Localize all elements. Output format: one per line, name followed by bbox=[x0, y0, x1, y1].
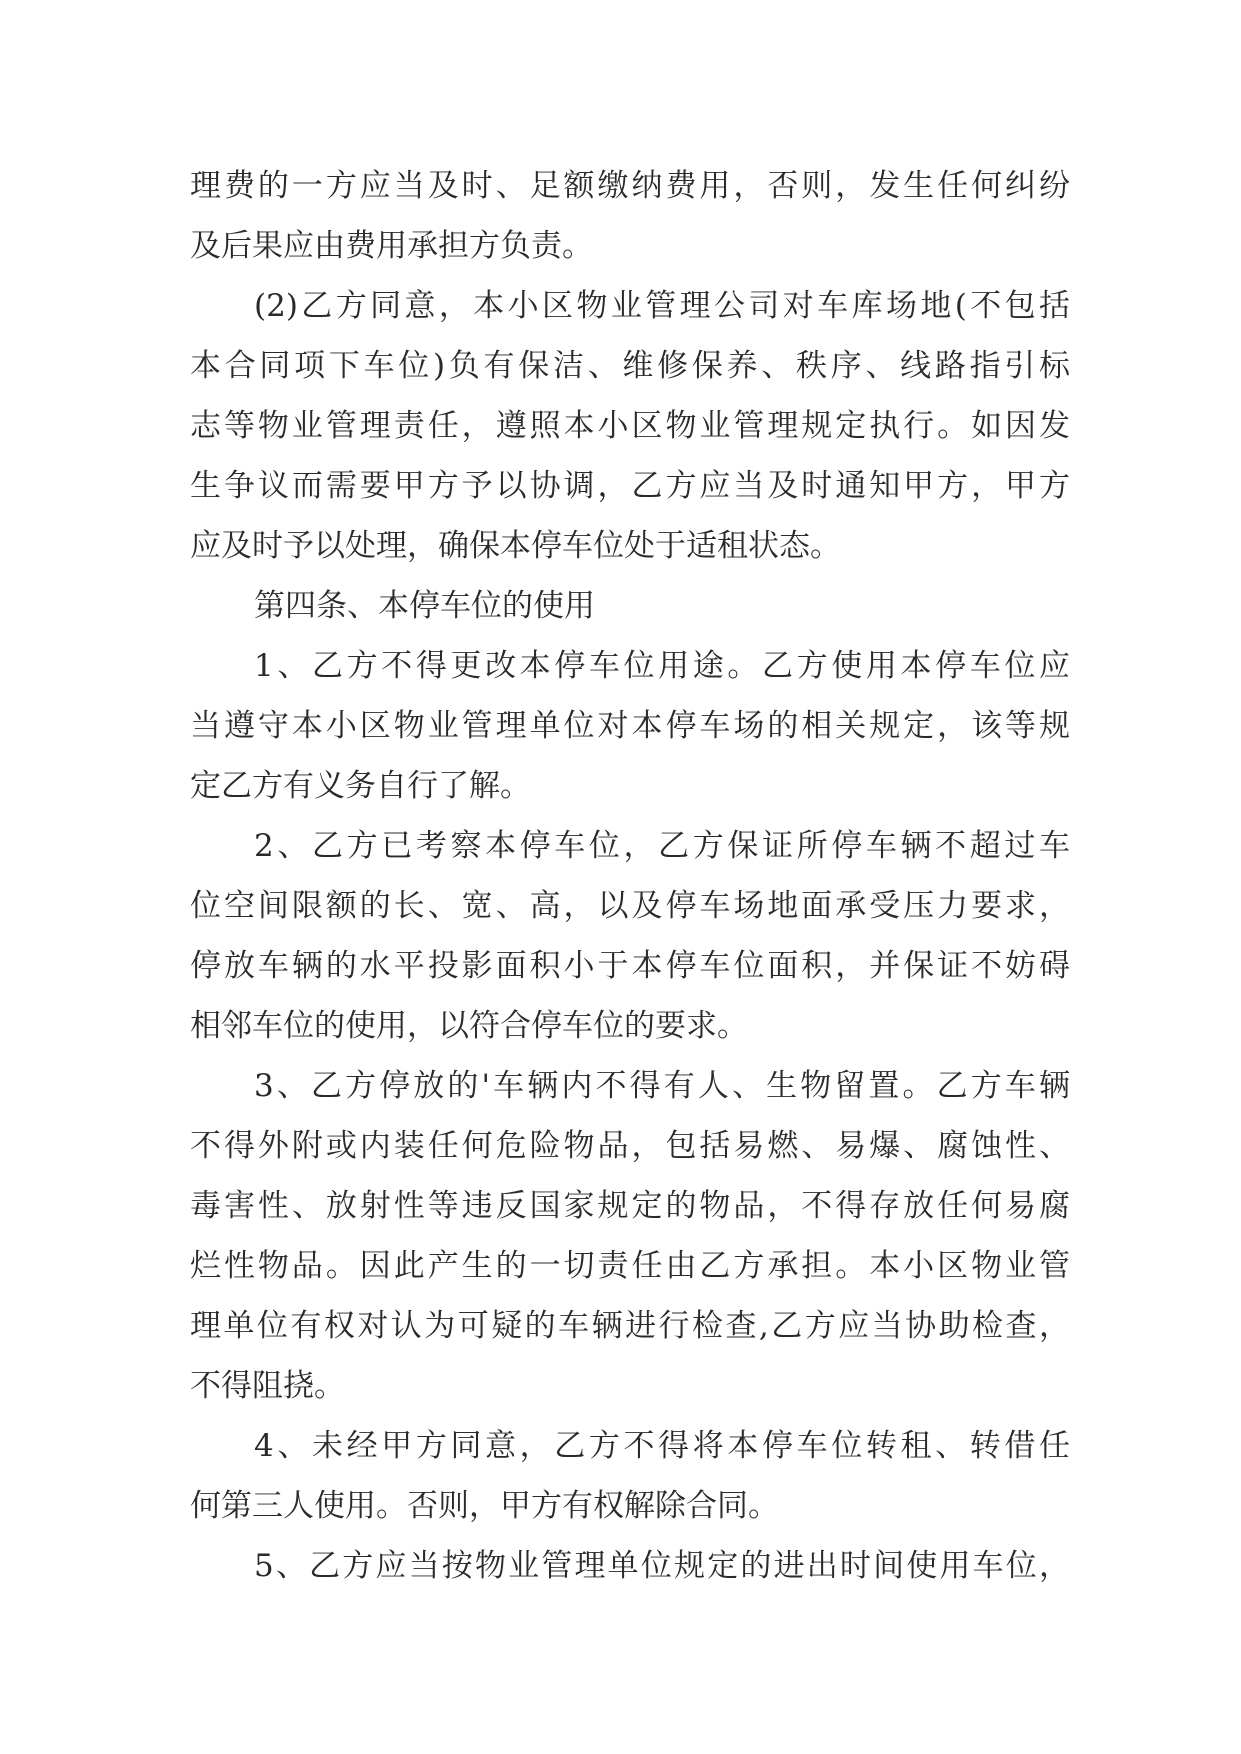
section-heading: 第四条、本停车位的使用 bbox=[254, 588, 595, 624]
text-line: 及后果应由费用承担方负责。 bbox=[190, 228, 593, 264]
text-line: 理费的一方应当及时、足额缴纳费用，否则，发生任何纠纷 bbox=[190, 168, 1070, 204]
text-line: 志等物业管理责任，遵照本小区物业管理规定执行。如因发 bbox=[190, 408, 1070, 444]
text-line: 1、乙方不得更改本停车位用途。乙方使用本停车位应 bbox=[254, 648, 1070, 684]
text-line: 生争议而需要甲方予以协调，乙方应当及时通知甲方，甲方 bbox=[190, 468, 1070, 504]
text-line: 毒害性、放射性等违反国家规定的物品，不得存放任何易腐 bbox=[190, 1188, 1070, 1224]
text-line: 不得外附或内装任何危险物品，包括易燃、易爆、腐蚀性、 bbox=[190, 1128, 1070, 1164]
text-line: (2)乙方同意，本小区物业管理公司对车库场地(不包括 bbox=[254, 288, 1070, 324]
text-line: 位空间限额的长、宽、高，以及停车场地面承受压力要求， bbox=[190, 888, 1070, 924]
text-line: 定乙方有义务自行了解。 bbox=[190, 768, 531, 804]
text-line: 当遵守本小区物业管理单位对本停车场的相关规定，该等规 bbox=[190, 708, 1070, 744]
text-line: 2、乙方已考察本停车位，乙方保证所停车辆不超过车 bbox=[254, 828, 1070, 864]
text-line: 相邻车位的使用，以符合停车位的要求。 bbox=[190, 1008, 748, 1044]
text-line: 4、未经甲方同意，乙方不得将本停车位转租、转借任 bbox=[254, 1428, 1070, 1464]
text-line: 烂性物品。因此产生的一切责任由乙方承担。本小区物业管 bbox=[190, 1248, 1070, 1284]
text-line: 3、乙方停放的'车辆内不得有人、生物留置。乙方车辆 bbox=[254, 1068, 1070, 1104]
text-line: 应及时予以处理，确保本停车位处于适租状态。 bbox=[190, 528, 841, 564]
text-line: 停放车辆的水平投影面积小于本停车位面积，并保证不妨碍 bbox=[190, 948, 1070, 984]
text-line: 不得阻挠。 bbox=[190, 1368, 345, 1404]
text-line: 理单位有权对认为可疑的车辆进行检查,乙方应当协助检查， bbox=[190, 1308, 1070, 1344]
text-line: 何第三人使用。否则，甲方有权解除合同。 bbox=[190, 1488, 779, 1524]
text-line: 本合同项下车位)负有保洁、维修保养、秩序、线路指引标 bbox=[190, 348, 1070, 384]
text-line: 5、乙方应当按物业管理单位规定的进出时间使用车位， bbox=[254, 1548, 1070, 1584]
